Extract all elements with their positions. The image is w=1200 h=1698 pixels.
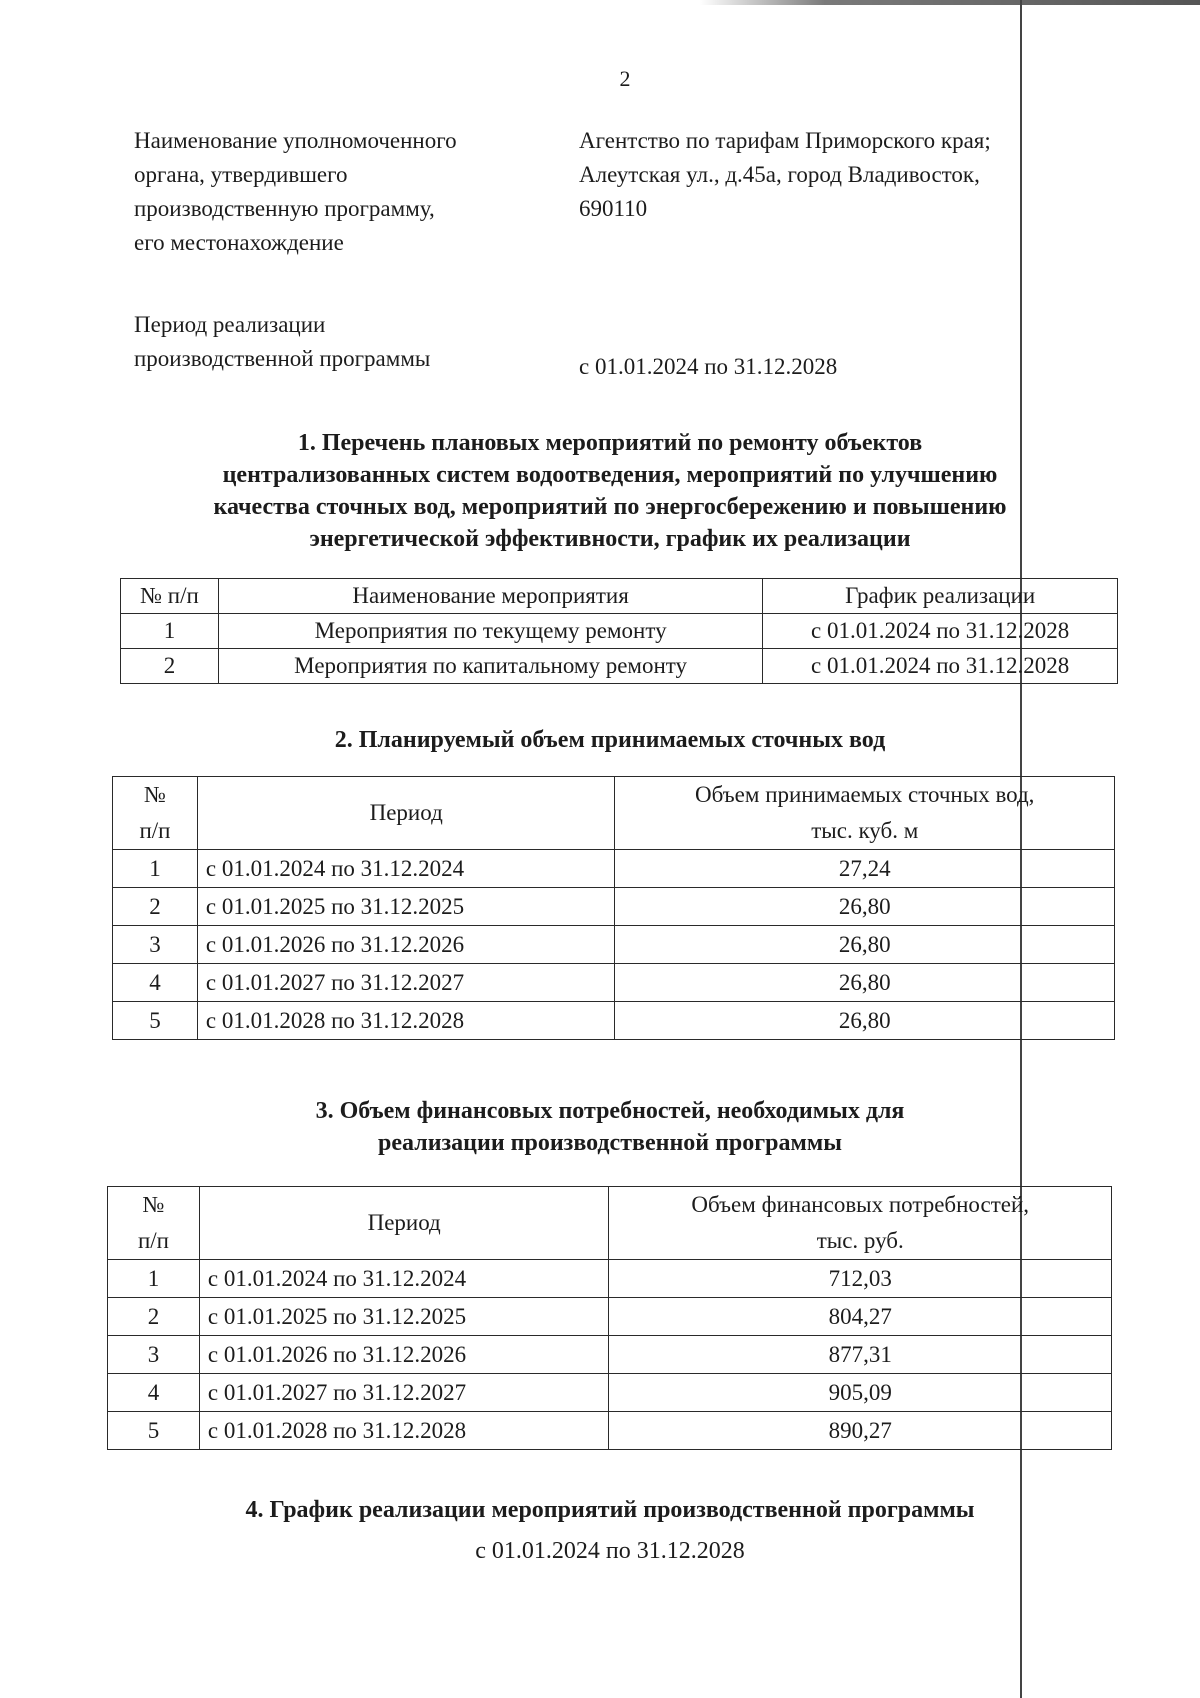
table-header-row (108, 1187, 1112, 1260)
header-cell-number (108, 1187, 200, 1260)
page-number: 2 (619, 66, 631, 91)
period-label-line: Период реализации (134, 312, 326, 337)
measures-table (120, 578, 1118, 684)
header-volume-unit: тыс. куб. м (811, 818, 919, 843)
section1-title-line: качества сточных вод, мероприятий по энергосбережению и повышению (213, 494, 1007, 520)
cell-volume: 26,80 (615, 964, 1115, 1002)
header-finance-unit: тыс. руб. (816, 1228, 904, 1253)
section1-title-line: централизованных систем водоотведения, мероприятий по улучшению (222, 462, 998, 488)
cell-number: 3 (108, 1336, 200, 1374)
cell-volume: 26,80 (615, 1002, 1115, 1040)
cell-number: 1 (121, 614, 219, 649)
cell-period: с 01.01.2027 по 31.12.2027 (197, 964, 615, 1002)
header-number-line: п/п (137, 1228, 169, 1253)
cell-number: 5 (108, 1412, 200, 1450)
table-row (108, 1336, 1112, 1374)
cell-volume: 27,24 (615, 850, 1115, 888)
table-row (108, 1298, 1112, 1336)
cell-number: 2 (113, 888, 198, 926)
wastewater-volume-table (112, 776, 1115, 1040)
section3-title (110, 1095, 1110, 1159)
cell-number: 4 (113, 964, 198, 1002)
section3-title-line: 3. Объем финансовых потребностей, необходимых для (315, 1098, 905, 1124)
cell-number: 1 (108, 1260, 200, 1298)
authority-label-line: органа, утвердившего (134, 162, 348, 187)
table-row (113, 888, 1115, 926)
cell-period: с 01.01.2026 по 31.12.2026 (197, 926, 615, 964)
header-cell-finance (609, 1187, 1112, 1260)
cell-number: 5 (113, 1002, 198, 1040)
period-value: с 01.01.2024 по 31.12.2028 (579, 354, 838, 379)
authority-label (134, 124, 564, 260)
authority-label-line: его местонахождение (134, 230, 344, 255)
section1-title-line: 1. Перечень плановых мероприятий по ремонту объектов (297, 430, 923, 456)
cell-amount: 905,09 (609, 1374, 1112, 1412)
section4-title: 4. График реализации мероприятий производственной программы (245, 1497, 975, 1523)
authority-value-line: Агентство по тарифам Приморского края; (579, 128, 991, 153)
cell-amount: 877,31 (609, 1336, 1112, 1374)
header-cell-number: № п/п (121, 579, 219, 614)
cell-period: с 01.01.2027 по 31.12.2027 (199, 1374, 609, 1412)
section1-title (110, 427, 1110, 555)
authority-label-line: Наименование уполномоченного (134, 128, 457, 153)
table-row (108, 1260, 1112, 1298)
cell-measure-name: Мероприятия по капитальному ремонту (218, 649, 762, 684)
cell-amount: 804,27 (609, 1298, 1112, 1336)
cell-period: с 01.01.2028 по 31.12.2028 (199, 1412, 609, 1450)
header-cell-period: Период (197, 777, 615, 850)
table-row (113, 850, 1115, 888)
cell-number: 2 (121, 649, 219, 684)
table-row (113, 1002, 1115, 1040)
authority-value-line: 690110 (579, 196, 648, 221)
section3-title-line: реализации производственной программы (378, 1130, 842, 1156)
cell-number: 4 (108, 1374, 200, 1412)
authority-value (579, 124, 1039, 226)
header-number-line: п/п (139, 818, 171, 843)
authority-value-line: Алеутская ул., д.45а, город Владивосток, (579, 162, 980, 187)
table-header-row (113, 777, 1115, 850)
header-cell-period: Период (199, 1187, 609, 1260)
cell-period: с 01.01.2024 по 31.12.2024 (199, 1260, 609, 1298)
header-finance-line: Объем финансовых потребностей, (691, 1192, 1030, 1217)
table-row (121, 649, 1118, 684)
financial-needs-table (107, 1186, 1112, 1450)
cell-number: 3 (113, 926, 198, 964)
cell-period: с 01.01.2025 по 31.12.2025 (199, 1298, 609, 1336)
cell-amount: 712,03 (609, 1260, 1112, 1298)
header-number-line: № (143, 782, 166, 807)
period-label (134, 308, 564, 376)
header-cell-number (113, 777, 198, 850)
table-row (121, 614, 1118, 649)
header-volume-line: Объем принимаемых сточных вод, (695, 782, 1035, 807)
cell-period: с 01.01.2026 по 31.12.2026 (199, 1336, 609, 1374)
period-label-line: производственной программы (134, 346, 431, 371)
table-header-row (121, 579, 1118, 614)
table-row (108, 1374, 1112, 1412)
header-cell-volume (615, 777, 1115, 850)
header-number-line: № (142, 1192, 165, 1217)
cell-schedule: с 01.01.2024 по 31.12.2028 (763, 649, 1118, 684)
cell-volume: 26,80 (615, 888, 1115, 926)
table-row (113, 926, 1115, 964)
cell-measure-name: Мероприятия по текущему ремонту (218, 614, 762, 649)
cell-period: с 01.01.2028 по 31.12.2028 (197, 1002, 615, 1040)
cell-number: 2 (108, 1298, 200, 1336)
header-cell-schedule: График реализации (763, 579, 1118, 614)
table-row (108, 1412, 1112, 1450)
cell-period: с 01.01.2025 по 31.12.2025 (197, 888, 615, 926)
cell-period: с 01.01.2024 по 31.12.2024 (197, 850, 615, 888)
authority-label-line: производственную программу, (134, 196, 435, 221)
table-row (113, 964, 1115, 1002)
section4-subtitle: с 01.01.2024 по 31.12.2028 (475, 1538, 745, 1564)
scan-edge-artifact (700, 0, 1200, 5)
cell-volume: 26,80 (615, 926, 1115, 964)
header-cell-name: Наименование мероприятия (218, 579, 762, 614)
cell-amount: 890,27 (609, 1412, 1112, 1450)
cell-schedule: с 01.01.2024 по 31.12.2028 (763, 614, 1118, 649)
section2-title: 2. Планируемый объем принимаемых сточных вод (334, 727, 886, 753)
cell-number: 1 (113, 850, 198, 888)
section1-title-line: энергетической эффективности, график их реализации (309, 526, 911, 552)
